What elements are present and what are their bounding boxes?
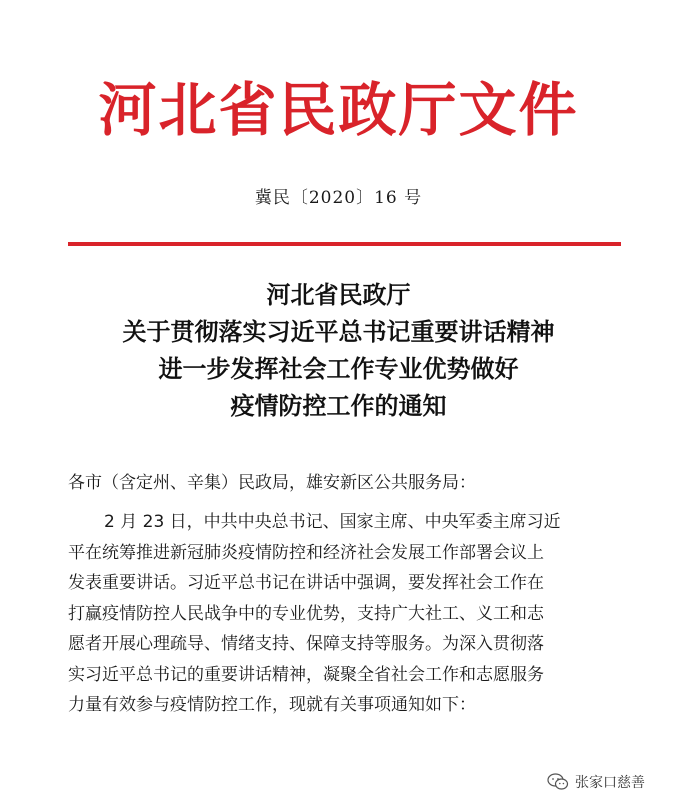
- title-line: 进一步发挥社会工作专业优势做好: [158, 354, 519, 383]
- body-line: 平在统筹推进新冠肺炎疫情防控和经济社会发展工作部署会议上: [68, 542, 544, 563]
- source-watermark: [547, 770, 645, 794]
- watermark-label: 张家口慈善: [575, 775, 645, 791]
- wechat-icon: [547, 773, 569, 791]
- title-line: 河北省民政厅: [266, 280, 411, 309]
- body-line: 打赢疫情防控人民战争中的专业优势，支持广大社工、义工和志: [68, 603, 544, 624]
- issuer-title: 河北省民政厅文件: [98, 76, 579, 144]
- salutation: 各市（含定州、辛集）民政局，雄安新区公共服务局：: [68, 473, 476, 493]
- body-line: 2 月 23 日，中共中央总书记、国家主席、中央军委主席习近: [104, 512, 561, 532]
- body-paragraph: [68, 507, 616, 721]
- red-divider: [68, 242, 621, 246]
- body-line: 实习近平总书记的重要讲话精神，凝聚全省社会工作和志愿服务: [68, 664, 544, 685]
- body-line: 愿者开展心理疏导、情绪支持、保障支持等服务。为深入贯彻落: [68, 634, 544, 654]
- body-line: 力量有效参与疫情防控工作，现就有关事项通知如下：: [68, 695, 476, 715]
- title-line: 关于贯彻落实习近平总书记重要讲话精神: [122, 317, 555, 346]
- notice-title: [0, 276, 677, 424]
- document-number: 冀民〔2020〕16 号: [254, 188, 423, 208]
- title-line: 疫情防控工作的通知: [230, 391, 447, 420]
- body-line: 发表重要讲话。习近平总书记在讲话中强调，要发挥社会工作在: [68, 573, 544, 593]
